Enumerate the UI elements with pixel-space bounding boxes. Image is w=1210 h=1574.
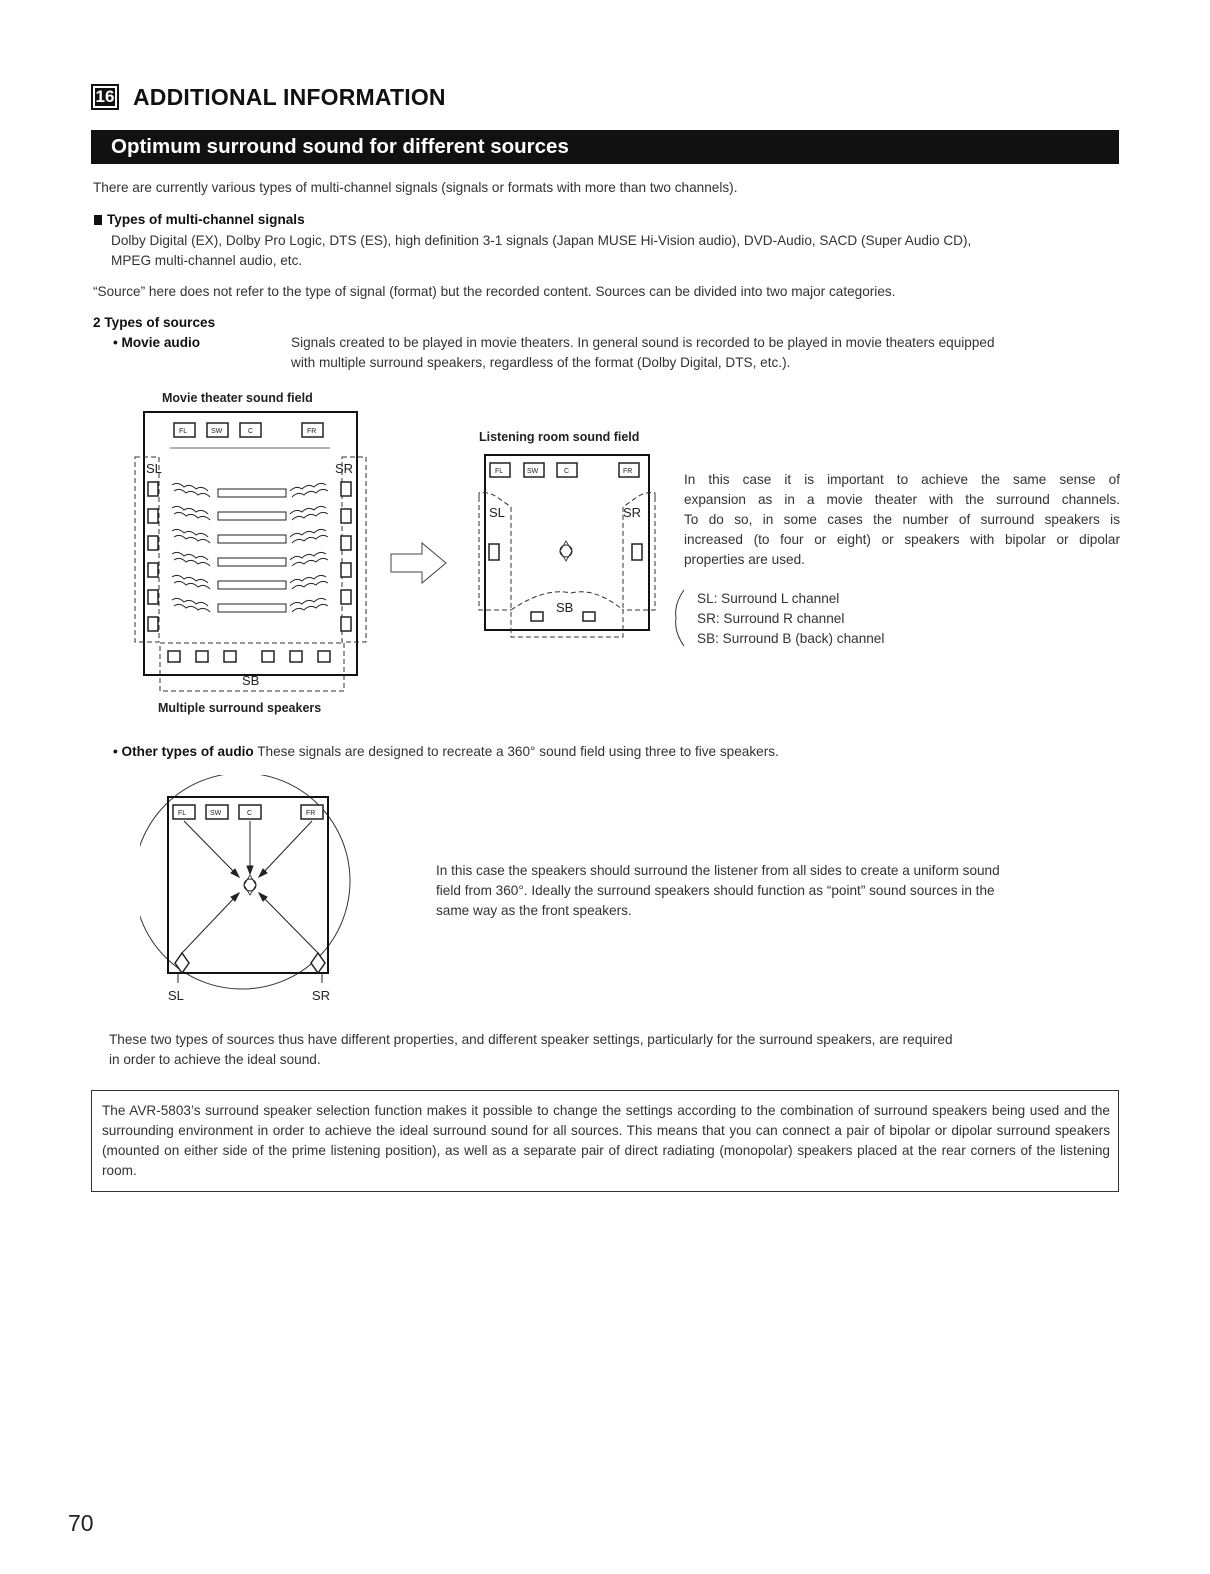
- sl-label: SL: [146, 461, 162, 476]
- svg-text:FL: FL: [495, 468, 504, 475]
- page-number: 70: [68, 1510, 94, 1536]
- ls-speaker-sl: [489, 544, 499, 560]
- movie-audio-text-2: with multiple surround speakers, regardless of the format (Dolby Digital, DTS, etc.).: [291, 355, 791, 370]
- source-note: “Source” here does not refer to the type of signal (format) but the recorded content. Sources can be divided into two major categories.: [93, 284, 896, 299]
- sr-label: SR: [335, 461, 354, 476]
- other-audio-line: [113, 742, 779, 762]
- arrow-right-icon: [388, 540, 450, 586]
- listening-text: In this case it is important to achieve the same sense of expansion as in a movie theater with the surround channels. To do so, in some cases the number of surround speakers is increased (to four or eight) or speakers with bipolar or dipolar properties are used.: [684, 472, 1120, 567]
- chapter-title: ADDITIONAL INFORMATION: [133, 83, 446, 110]
- other-speaker-sr: [311, 953, 325, 973]
- intro-text: There are currently various types of multi-channel signals (signals or formats with more than two channels).: [93, 180, 738, 195]
- svg-text:FL: FL: [179, 428, 188, 435]
- boxed-note: The AVR-5803’s surround speaker selection function makes it possible to change the settings according to the combination of surround speakers being used and the surrounding environment in order to achieve the ideal surround sound for all sources. This means that you can connect a pair of bipolar or dipolar surround speakers (mounted on either side of the prime listening position), as well as a separate pair of direct radiating (monopolar) speakers placed at the rear corners of the listening room.: [91, 1090, 1119, 1192]
- ls-sb-label: SB: [556, 600, 574, 615]
- multichannel-text-2: MPEG multi-channel audio, etc.: [111, 253, 303, 268]
- legend: SL: Surround L channel SR: Surround R channel SB: Surround B (back) channel: [697, 591, 885, 646]
- svg-text:C: C: [247, 810, 253, 817]
- other-audio-text: These signals are designed to recreate a 360° sound field using three to five speakers.: [257, 744, 779, 759]
- chapter-header: [91, 82, 446, 112]
- movie-diagram-title: Movie theater sound field: [162, 391, 313, 405]
- svg-text:FR: FR: [307, 428, 317, 435]
- multichannel-text-1: Dolby Digital (EX), Dolby Pro Logic, DTS (ES), high definition 3-1 signals (Japan MUSE Hi-Vision audio), DVD-Audio, SACD (Super Audio CD),: [111, 233, 972, 248]
- svg-text:FL: FL: [178, 810, 187, 817]
- svg-text:FR: FR: [306, 810, 316, 817]
- bullet-square-icon: [94, 215, 102, 225]
- svg-text:FR: FR: [623, 468, 633, 475]
- other-sr-label: SR: [312, 988, 331, 1003]
- listening-room-diagram: [465, 425, 665, 640]
- svg-text:SW: SW: [527, 468, 539, 475]
- multichannel-heading: Types of multi-channel signals: [94, 210, 305, 230]
- section-title: Optimum surround sound for different sources: [91, 130, 1119, 164]
- svg-text:C: C: [248, 428, 254, 435]
- movie-audio-label: • Movie audio: [113, 335, 201, 350]
- side-speakers: [148, 482, 351, 631]
- movie-audio-text-1: Signals created to be played in movie theaters. In general sound is recorded to be played in movie theaters equipped: [291, 335, 995, 350]
- other-sl-label: SL: [168, 988, 184, 1003]
- other-audio-label: • Other types of audio: [113, 744, 254, 759]
- listening-diagram-title: Listening room sound field: [479, 430, 640, 444]
- other-text: In this case the speakers should surround the listener from all sides to create a uniform sound field from 360°. Ideally the surround speakers should function as “point” sound sources in the same way as the front speakers.: [436, 863, 1000, 918]
- sb-label: SB: [242, 673, 260, 688]
- svg-text:SW: SW: [211, 428, 223, 435]
- back-speakers: [168, 651, 330, 662]
- ls-speaker-sr: [632, 544, 642, 560]
- seating-rows: [172, 483, 328, 612]
- other-audio-diagram: [140, 775, 365, 1010]
- types-heading: 2 Types of sources: [93, 315, 216, 330]
- ls-sr-label: SR: [623, 505, 642, 520]
- chapter-number: 16: [91, 84, 119, 110]
- movie-diagram-caption: Multiple surround speakers: [158, 701, 322, 715]
- ls-sl-label: SL: [489, 505, 505, 520]
- svg-text:SW: SW: [210, 810, 222, 817]
- other-speaker-sl: [175, 953, 189, 973]
- svg-text:C: C: [564, 468, 570, 475]
- legend-bracket: [670, 588, 690, 650]
- summary-text: These two types of sources thus have different properties, and different speaker settings, particularly for the surround speakers, are required in order to achieve the ideal sound.: [109, 1032, 953, 1067]
- other-listener-icon: [244, 875, 256, 895]
- movie-theater-diagram: [130, 385, 380, 720]
- listener-icon: [560, 541, 572, 561]
